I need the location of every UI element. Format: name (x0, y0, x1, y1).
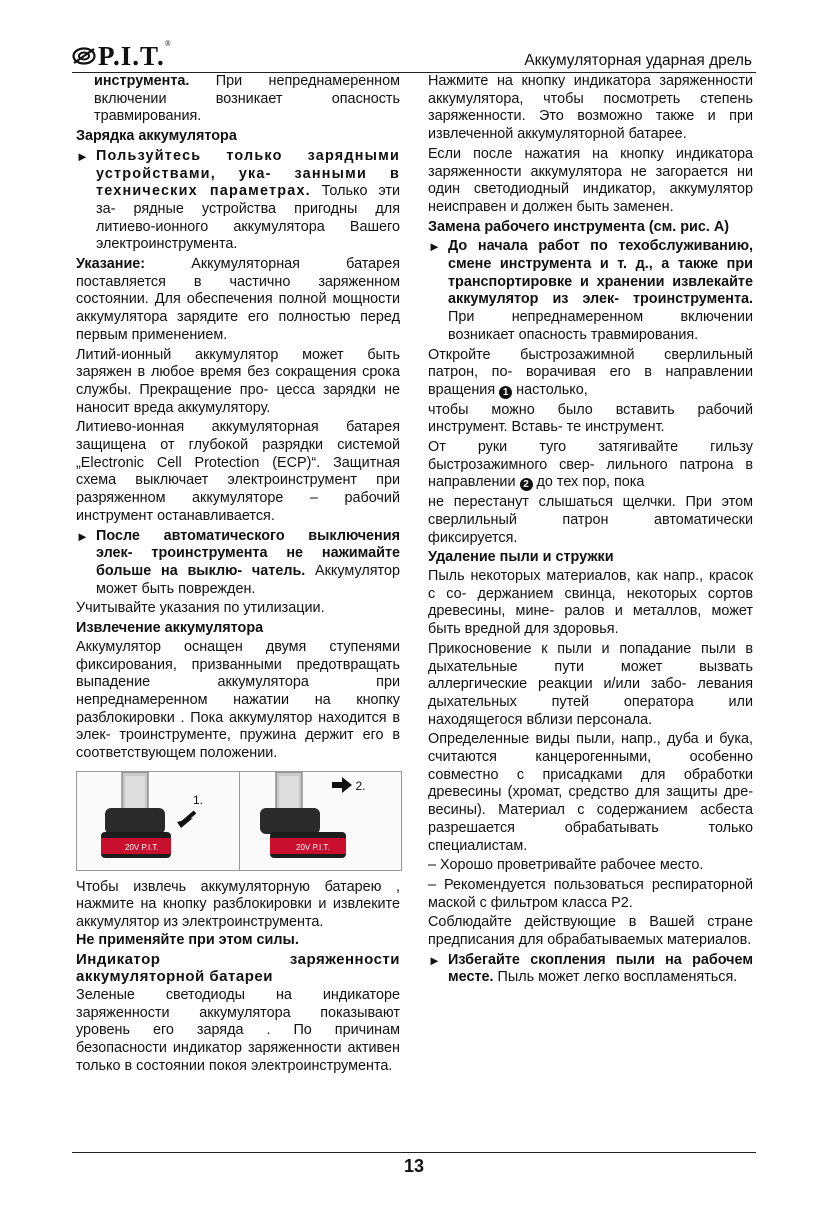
figure-step-2 (239, 772, 402, 870)
right-column (428, 73, 753, 989)
warning-maintenance: ► До начала работ по техобслуживанию, смене инструмента и т. д., а также при транспортировке и хранении извлекайте аккумулятор из элек- троинструмента. При непреднамеренном включении возникает опасность травмирования. (428, 238, 753, 343)
warning-auto-shutdown: ► После автоматического выключения элек- троинструмента не нажимайте больше на выклю- чатель. Аккумулятор может быть поврежден. (76, 527, 400, 597)
brand-name: P.I.T.® (98, 38, 172, 71)
mask-item: – Рекомендуется пользоваться респираторной маской с фильтром класса Р2. (428, 876, 753, 911)
warning-chargers: ► Пользуйтесь только зарядными устройствами, ука- занными в технических параметрах. Только эти за- рядные устройства пригодны для литиево-ионного аккумулятора Вашего электроинструмента. (76, 147, 400, 253)
brand-logo (72, 38, 172, 71)
arrow-bullet-icon: ► (428, 952, 441, 968)
disposal-paragraph: Учитывайте указания по утилизации. (76, 600, 325, 617)
arrow-bullet-icon: ► (428, 239, 441, 255)
dust-paragraph-3: Определенные виды пыли, напр., дуба и бука, считаются канцерогенными, особенно совместно с присадками для обработки древесины (хромат, средство для защиты дре- весины). Материал с содержанием асбеста разрешается обрабатывать только специалистам. (428, 731, 753, 854)
heading-charging: Зарядка аккумулятора (76, 128, 237, 145)
press-paragraph: Нажмите на кнопку индикатора заряженности аккумулятора, чтобы посмотреть степень заряженности. Это возможно также и при извлеченной аккумуляторной батарее. (428, 73, 753, 143)
indicator-paragraph: Зеленые светодиоды на индикаторе заряженности аккумулятора показывают уровень его заряда . По причинам безопасности индикатор заряженности активен только в состоянии покоя электроинструмента. (76, 986, 400, 1074)
dust-paragraph-2: Прикосновение к пыли и попадание пыли в дыхательные пути может вызвать аллергические реакции и/или забо- левания дыхательных путей оператора или находящегося вблизи персонала. (428, 640, 753, 728)
heading-indicator: Индикатор заряженности аккумуляторной батареи (76, 950, 400, 986)
arrow-bullet-icon: ► (76, 148, 89, 164)
battery-removal-figure (76, 771, 402, 871)
warning-dust: ► Избегайте скопления пыли на рабочем месте. Пыль может легко воспламеняться. (428, 951, 753, 986)
battery-label: 20V P.I.T. (295, 842, 330, 852)
liion-paragraph: Литий-ионный аккумулятор может быть заряжен в любое время без сокращения срока службы. Прекращение про- цесса зарядки не наносит вреда аккумулятору. (76, 346, 400, 416)
battery-illustration (77, 772, 238, 870)
ecp-paragraph: Литиево-ионная аккумуляторная батарея защищена от глубокой разрядки системой „Electronic Cell Protection (ECP)“. Защитная схема выключает электроинструмент при разряженном аккумуляторе – рабочий инструмент останавливается. (76, 419, 400, 524)
tighten-paragraph: От руки туго затягивайте гильзу быстрозажимного свер- лильного патрона в направлении 2 до тех пор, пока (428, 439, 753, 491)
no-force-paragraph: Не применяйте при этом силы. (76, 931, 299, 948)
heading-tool-change: Замена рабочего инструмента (см. рис. А) (428, 218, 730, 235)
dust-paragraph-1: Пыль некоторых материалов, как напр., красок с со- держанием свинца, некоторых сортов древесины, мине- ралов и металлов, может быть вредной для здоровья. (428, 567, 753, 638)
step-label-1: 1. (193, 792, 204, 807)
arrow-right-icon (332, 777, 352, 793)
insert-paragraph: чтобы можно было вставить рабочий инструмент. Вставь- те инструмент. (428, 401, 753, 436)
step-label-2: 2. (355, 778, 366, 793)
continued-warning: инструмента. При непреднамеренном включении возникает опасность травмирования. (94, 73, 400, 125)
faulty-paragraph: Если после нажатия на кнопку индикатора заряженности аккумулятора не загорается ни один светодиодный индикатор, аккумулятор неисправен и должен быть заменен. (428, 145, 753, 215)
battery-illustration (240, 772, 401, 870)
figure-step-1 (77, 772, 239, 870)
ventilate-item: – Хорошо проветривайте рабочее место. (428, 857, 704, 874)
removal-paragraph: Аккумулятор оснащен двумя ступенями фиксирования, призванными предотвращать выпадение аккумулятора при непреднамеренном нажатии на кнопку разблокировки . Пока аккумулятор находится в элек- троинструменте, пружина держит его в соответствующем положении. (76, 638, 400, 762)
note-paragraph: Указание: Аккумуляторная батарея поставляется в частично заряженном состоянии. Для обеспечения полной мощности аккумулятора зарядите его полностью перед первым применением. (76, 256, 400, 343)
circled-number-1-icon: 1 (499, 386, 512, 399)
heading-removal: Извлечение аккумулятора (76, 620, 264, 637)
left-column (76, 73, 400, 1077)
page-number: 13 (403, 1156, 425, 1176)
heading-dust: Удаление пыли и стружки (428, 549, 614, 566)
click-paragraph: не перестанут слышаться щелчки. При этом сверлильный патрон автоматически фиксируется. (428, 494, 753, 546)
regulations-paragraph: Соблюдайте действующие в Вашей стране предписания для обрабатываемых материалов. (428, 914, 753, 949)
open-chuck-paragraph: Откройте быстрозажимной сверлильный патрон, по- ворачивая его в направлении вращения 1 настолько, (428, 346, 753, 398)
circled-number-2-icon: 2 (520, 478, 533, 491)
document-title: Аккумуляторная ударная дрель (524, 52, 752, 69)
battery-label: 20V P.I.T. (125, 842, 159, 852)
arrow-bullet-icon: ► (76, 528, 89, 544)
extract-paragraph: Чтобы извлечь аккумуляторную батарею , нажмите на кнопку разблокировки и извлеките аккумулятор из электроинструмента. (76, 878, 400, 931)
footer-divider (72, 1152, 756, 1153)
logo-mark-icon (72, 47, 96, 65)
